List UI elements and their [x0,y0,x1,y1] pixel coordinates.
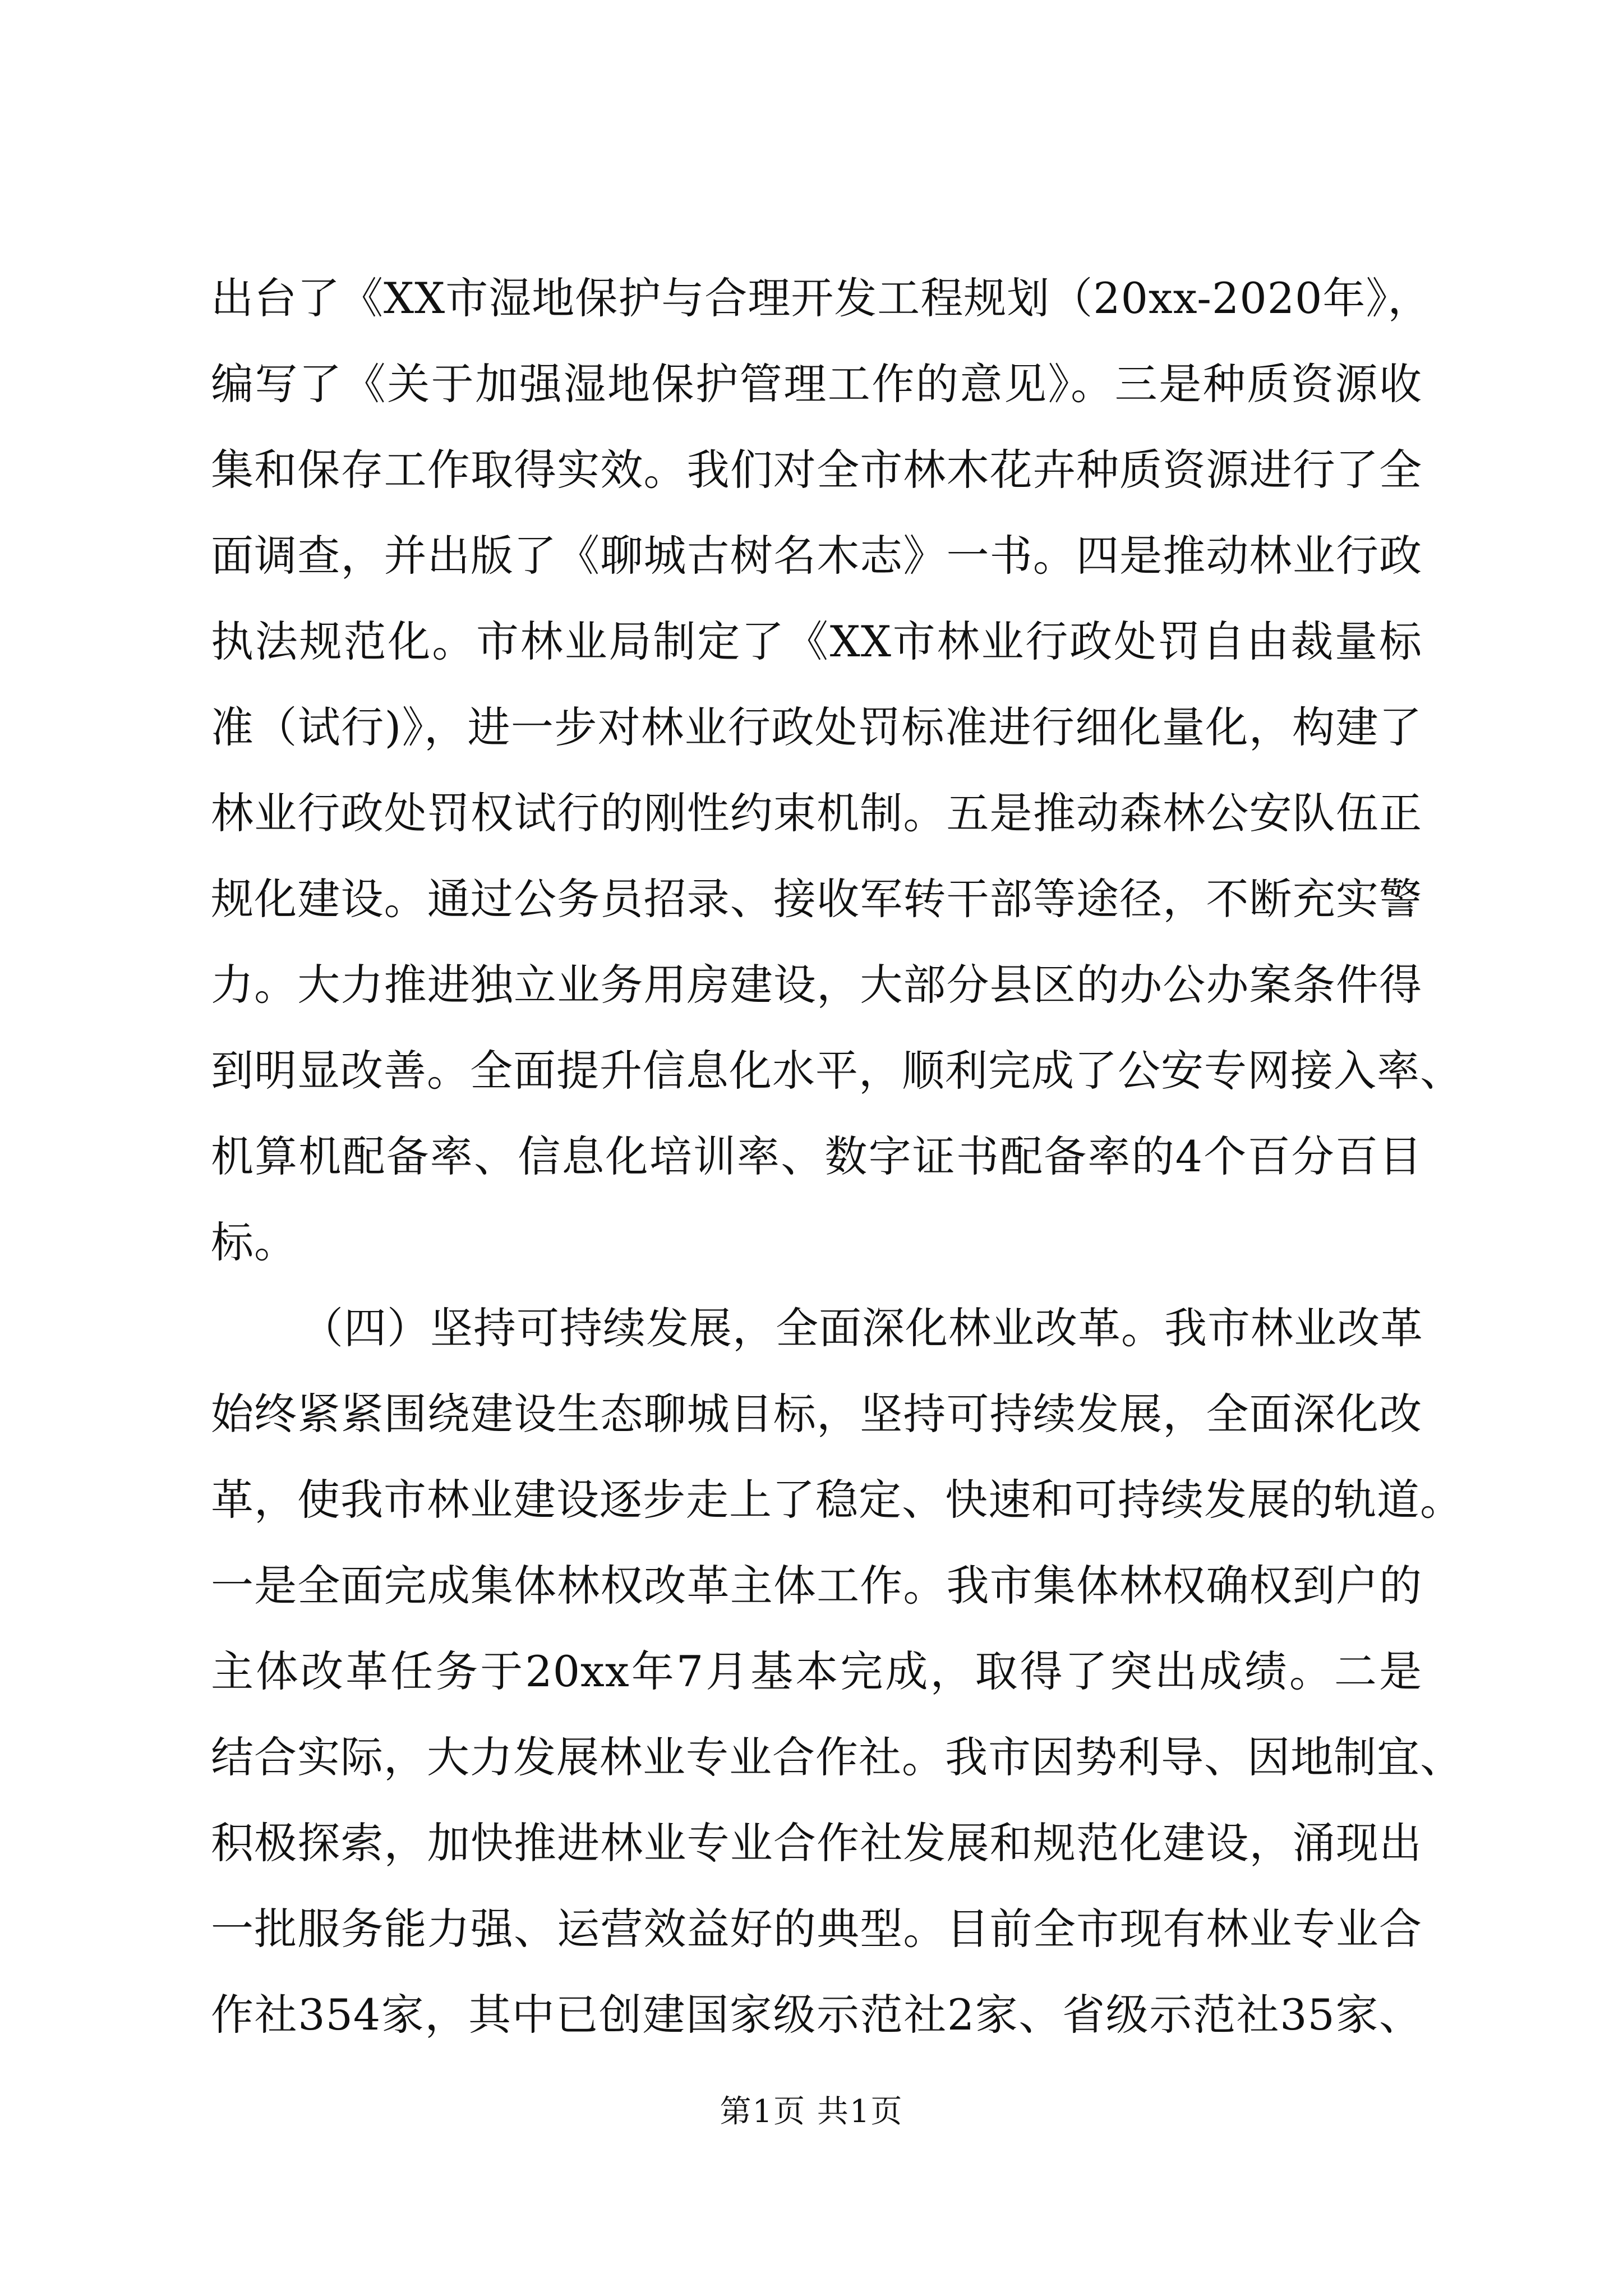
text-line-16: 一是全面完成集体林权改革主体工作。我市集体林权确权到户的 [211,1561,1422,1611]
text-line-14: 始终紧紧围绕建设生态聊城目标，坚持可持续发展，全面深化改 [211,1389,1422,1439]
page-number-footer: 第1页 共1页 [720,2093,903,2130]
text-line-15: 革，使我市林业建设逐步走上了稳定、快速和可持续发展的轨道。 [211,1475,1463,1525]
text-line-17: 主体改革任务于20xx年7月基本完成，取得了突出成绩。二是 [211,1646,1422,1696]
text-line-13: （四）坚持可持续发展，全面深化林业改革。我市林业改革 [301,1303,1423,1353]
text-line-18: 结合实际，大力发展林业专业合作社。我市因势利导、因地制宜、 [211,1732,1463,1782]
body-text [211,255,1463,2058]
text-line-12: 标。 [211,1217,297,1267]
text-line-6: 准（试行)》，进一步对林业行政处罚标准进行细化量化，构建了 [211,702,1422,752]
text-line-1: 出台了《XX市湿地保护与合理开发工程规划（20xx-2020年》， [211,273,1431,323]
text-line-7: 林业行政处罚权试行的刚性约束机制。五是推动森林公安队伍正 [211,788,1422,838]
text-line-3: 集和保存工作取得实效。我们对全市林木花卉种质资源进行了全 [211,445,1422,495]
text-line-4: 面调查，并出版了《聊城古树名木志》一书。四是推动林业行政 [211,531,1422,581]
text-line-2: 编写了《关于加强湿地保护管理工作的意见》。三是种质资源收 [211,359,1422,409]
text-line-5: 执法规范化。市林业局制定了《XX市林业行政处罚自由裁量标 [211,616,1422,666]
text-line-10: 到明显改善。全面提升信息化水平，顺利完成了公安专网接入率、 [211,1046,1463,1096]
text-line-20: 一批服务能力强、运营效益好的典型。目前全市现有林业专业合 [211,1904,1422,1954]
text-line-11: 机算机配备率、信息化培训率、数字证书配备率的4个百分百目 [211,1131,1422,1181]
text-line-21: 作社354家，其中已创建国家级示范社2家、省级示范社35家、 [211,1990,1422,2040]
text-line-9: 力。大力推进独立业务用房建设，大部分县区的办公办案条件得 [211,960,1422,1010]
text-line-8: 规化建设。通过公务员招录、接收军转干部等途径，不断充实警 [211,874,1422,924]
text-line-19: 积极探索，加快推进林业专业合作社发展和规范化建设，涌现出 [211,1818,1422,1868]
